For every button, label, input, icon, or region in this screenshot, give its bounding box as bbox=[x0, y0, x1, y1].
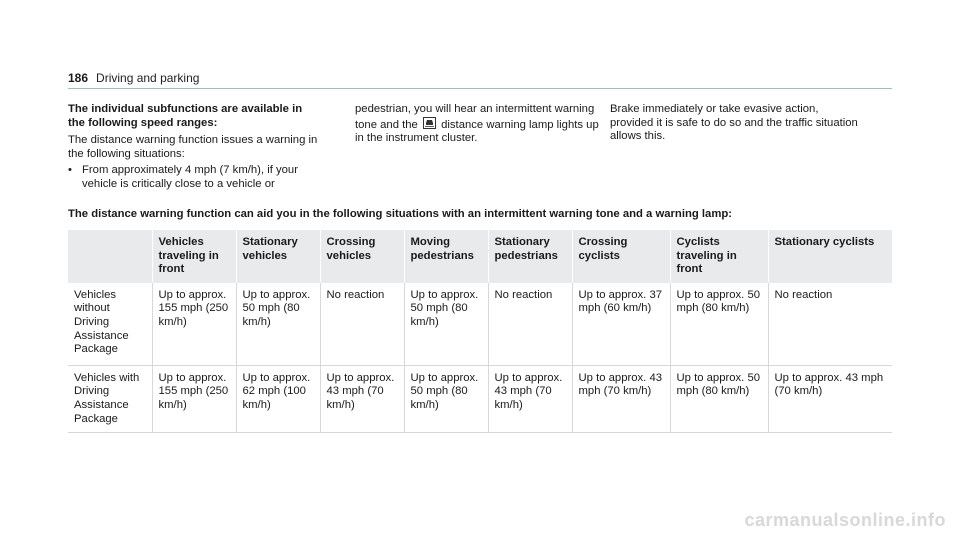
intro-paragraph: The distance warning function issues a warning in the following situations: bbox=[68, 134, 318, 160]
page-number: 186 bbox=[68, 71, 89, 85]
header-divider bbox=[68, 88, 892, 89]
table-cell: Up to approx. 43 mph (70 km/h) bbox=[488, 365, 572, 432]
text-column-1 bbox=[68, 103, 318, 192]
table-cell: Vehicles without Driving Assistance Package bbox=[68, 283, 152, 366]
header-cell: Stationary vehicles bbox=[236, 230, 320, 283]
header-cell: Cyclists traveling in front bbox=[670, 230, 768, 283]
table-cell: Up to approx. 62 mph (100 km/h) bbox=[236, 365, 320, 432]
table-cell: No reaction bbox=[488, 283, 572, 366]
header-cell: Moving pedestrians bbox=[404, 230, 488, 283]
table-row bbox=[68, 365, 892, 432]
table-cell: Up to approx. 50 mph (80 km/h) bbox=[404, 283, 488, 366]
table-caption: The distance warning function can aid you in the following situations with an intermittent warning tone and a warning lamp: bbox=[68, 208, 733, 220]
text-column-3 bbox=[610, 103, 860, 144]
page-header bbox=[68, 72, 199, 86]
subfunctions-heading: The individual subfunctions are available in the following speed ranges: bbox=[68, 103, 303, 129]
table-cell: Up to approx. 37 mph (60 km/h) bbox=[572, 283, 670, 366]
table-cell: Up to approx. 50 mph (80 km/h) bbox=[670, 283, 768, 366]
header-cell: Stationary pedestrians bbox=[488, 230, 572, 283]
warning-paragraph bbox=[355, 103, 605, 146]
table-cell: Up to approx. 50 mph (80 km/h) bbox=[670, 365, 768, 432]
bullet-text: From approximately 4 mph (7 km/h), if your vehicle is critically close to a vehicle or bbox=[82, 164, 298, 190]
distance-warning-lamp-icon bbox=[423, 117, 436, 129]
table-header-row bbox=[68, 230, 892, 283]
section-title: Driving and parking bbox=[96, 71, 200, 85]
table-cell: Up to approx. 43 mph (70 km/h) bbox=[320, 365, 404, 432]
warning-text-start: pedestrian, you will hear an intermittent warning tone and the bbox=[355, 103, 595, 131]
header-cell: Crossing vehicles bbox=[320, 230, 404, 283]
warning-text-end: distance warning lamp lights up in the instrument cluster. bbox=[355, 118, 599, 145]
brake-paragraph: Brake immediately or take evasive action, provided it is safe to do so and the traffic situation allows this. bbox=[610, 103, 858, 143]
header-cell: Stationary cyclists bbox=[768, 230, 892, 283]
header-cell bbox=[68, 230, 152, 283]
table-cell: Up to approx. 43 mph (70 km/h) bbox=[768, 365, 892, 432]
table-cell: Up to approx. 155 mph (250 km/h) bbox=[152, 365, 236, 432]
text-column-2 bbox=[355, 103, 605, 146]
speed-range-table bbox=[68, 230, 892, 433]
table-cell: Up to approx. 43 mph (70 km/h) bbox=[572, 365, 670, 432]
header-cell: Vehicles traveling in front bbox=[152, 230, 236, 283]
list-item bbox=[68, 164, 318, 191]
table-cell: Up to approx. 155 mph (250 km/h) bbox=[152, 283, 236, 366]
watermark: carmanualsonline.info bbox=[744, 510, 946, 531]
table-cell: Vehicles with Driving Assistance Package bbox=[68, 365, 152, 432]
table-cell: Up to approx. 50 mph (80 km/h) bbox=[404, 365, 488, 432]
header-cell: Crossing cyclists bbox=[572, 230, 670, 283]
bullet-icon: • bbox=[68, 164, 72, 177]
table-cell: No reaction bbox=[320, 283, 404, 366]
table-cell: Up to approx. 50 mph (80 km/h) bbox=[236, 283, 320, 366]
table-row bbox=[68, 283, 892, 366]
table-cell: No reaction bbox=[768, 283, 892, 366]
